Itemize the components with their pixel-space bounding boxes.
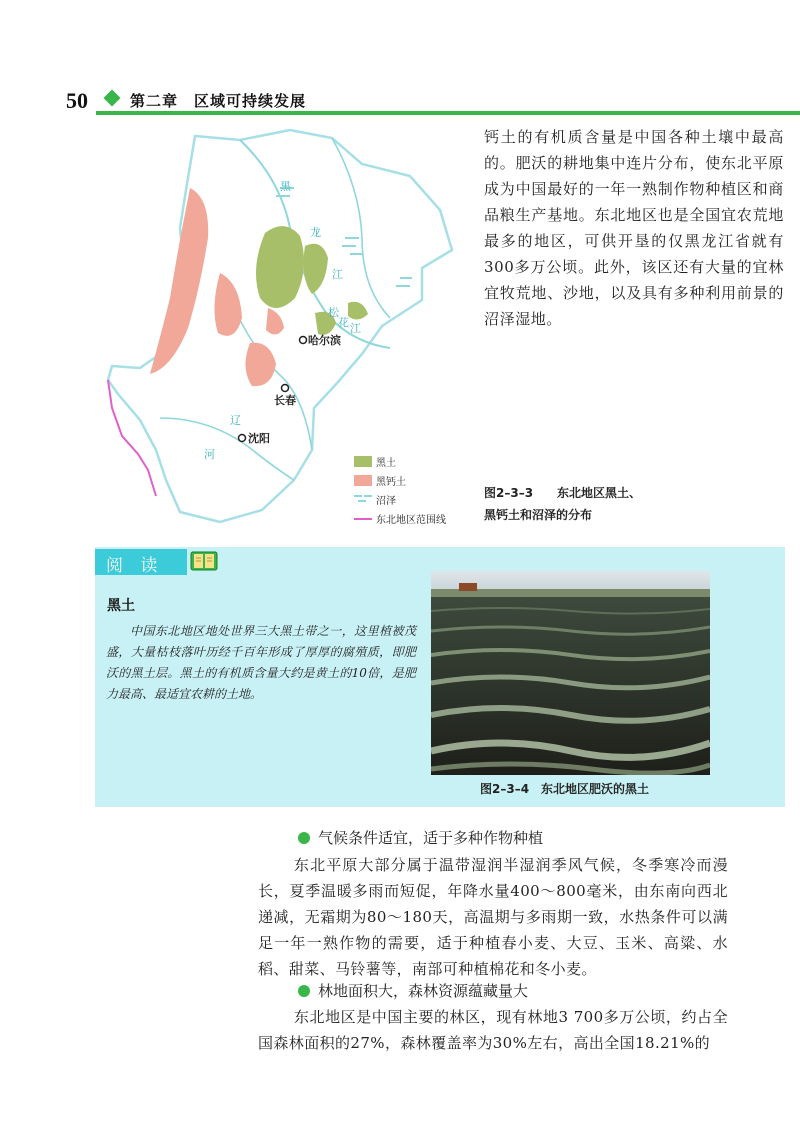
chapter-title: 第二章 区域可持续发展 (130, 92, 307, 110)
bullet-icon (298, 985, 310, 997)
reading-title: 黑土 (107, 598, 135, 614)
river-char: 江 (350, 322, 361, 335)
climate-paragraph: 东北平原大部分属于温带湿润半湿润季风气候，冬季寒冷而漫长，夏季温暖多雨而短促，年降水量400～800毫米，由东南向西北递减，无霜期为80～180天，高温期与多雨期一致，水热条件可以满足一年一熟作物的需要，适于种植春小麦、大豆、玉米、高粱、水稻、甜菜、马铃薯等，南部可种植棉花和冬小麦。 (258, 856, 728, 978)
legend-swatch-black-soil (354, 456, 372, 467)
city-marker-harbin (300, 337, 307, 344)
page-number: 50 (66, 88, 88, 113)
forest-paragraph: 东北地区是中国主要的林区，现有林地3 700多万公顷，约占全国森林面积的27%，森林覆盖率为30%左右，高出全国18.21%的 (258, 1008, 728, 1052)
river-char: 河 (204, 448, 215, 461)
river-char: 花 (338, 316, 349, 329)
header-rule (96, 111, 800, 115)
river-char: 辽 (230, 414, 241, 427)
river-char: 龙 (310, 226, 321, 239)
legend-label: 沼泽 (376, 496, 396, 507)
legend-label: 黑土 (376, 458, 396, 469)
city-label-shenyang: 沈阳 (248, 432, 270, 445)
reading-text: 中国东北地区地处世界三大黑土带之一，这里植被茂盛，大量枯枝落叶历经千百年形成了厚厚的腐殖质，即肥沃的黑土层。黑土的有机质含量大约是黄土的10倍，是肥力最高、最适宜农耕的土地。 (106, 624, 416, 701)
climate-heading: 气候条件适宜，适于多种作物种植 (318, 829, 544, 847)
legend-swatch-swamp (354, 496, 372, 501)
river-char: 松 (328, 306, 339, 319)
city-label-harbin: 哈尔滨 (308, 334, 341, 347)
figure-caption-line2: 黑钙土和沼泽的分布 (484, 508, 593, 522)
photo-caption: 图2–3–4 东北地区肥沃的黑土 (480, 782, 650, 796)
river-char: 黑 (280, 180, 291, 193)
northeast-soil-map (100, 118, 460, 530)
figure-caption-line1: 图2–3–3 东北地区黑土、 (484, 486, 642, 500)
city-label-changchun: 长春 (274, 394, 296, 407)
black-soil-photo (431, 571, 710, 775)
forest-heading: 林地面积大，森林资源蕴藏量大 (318, 982, 529, 1000)
legend-label: 黑钙土 (376, 477, 406, 488)
reading-label: 阅 读 (106, 556, 164, 576)
city-marker-shenyang (239, 435, 246, 442)
book-icon (190, 550, 218, 572)
legend-label: 东北地区范围线 (376, 515, 446, 526)
legend-swatch-chernozem (354, 475, 372, 486)
soil-paragraph: 钙土的有机质含量是中国各种土壤中最高的。肥沃的耕地集中连片分布，使东北平原成为中国最好的一年一熟制作物种植区和商品粮生产基地。东北地区也是全国宜农荒地最多的地区，可供开垦的仅黑龙江省就有300多万公顷。此外，该区还有大量的宜林宜牧荒地、沙地，以及具有多种利用前景的沼泽湿地。 (484, 128, 784, 328)
bullet-icon (298, 832, 310, 844)
diamond-icon (104, 90, 121, 107)
river-char: 江 (332, 268, 343, 281)
city-marker-changchun (282, 385, 289, 392)
